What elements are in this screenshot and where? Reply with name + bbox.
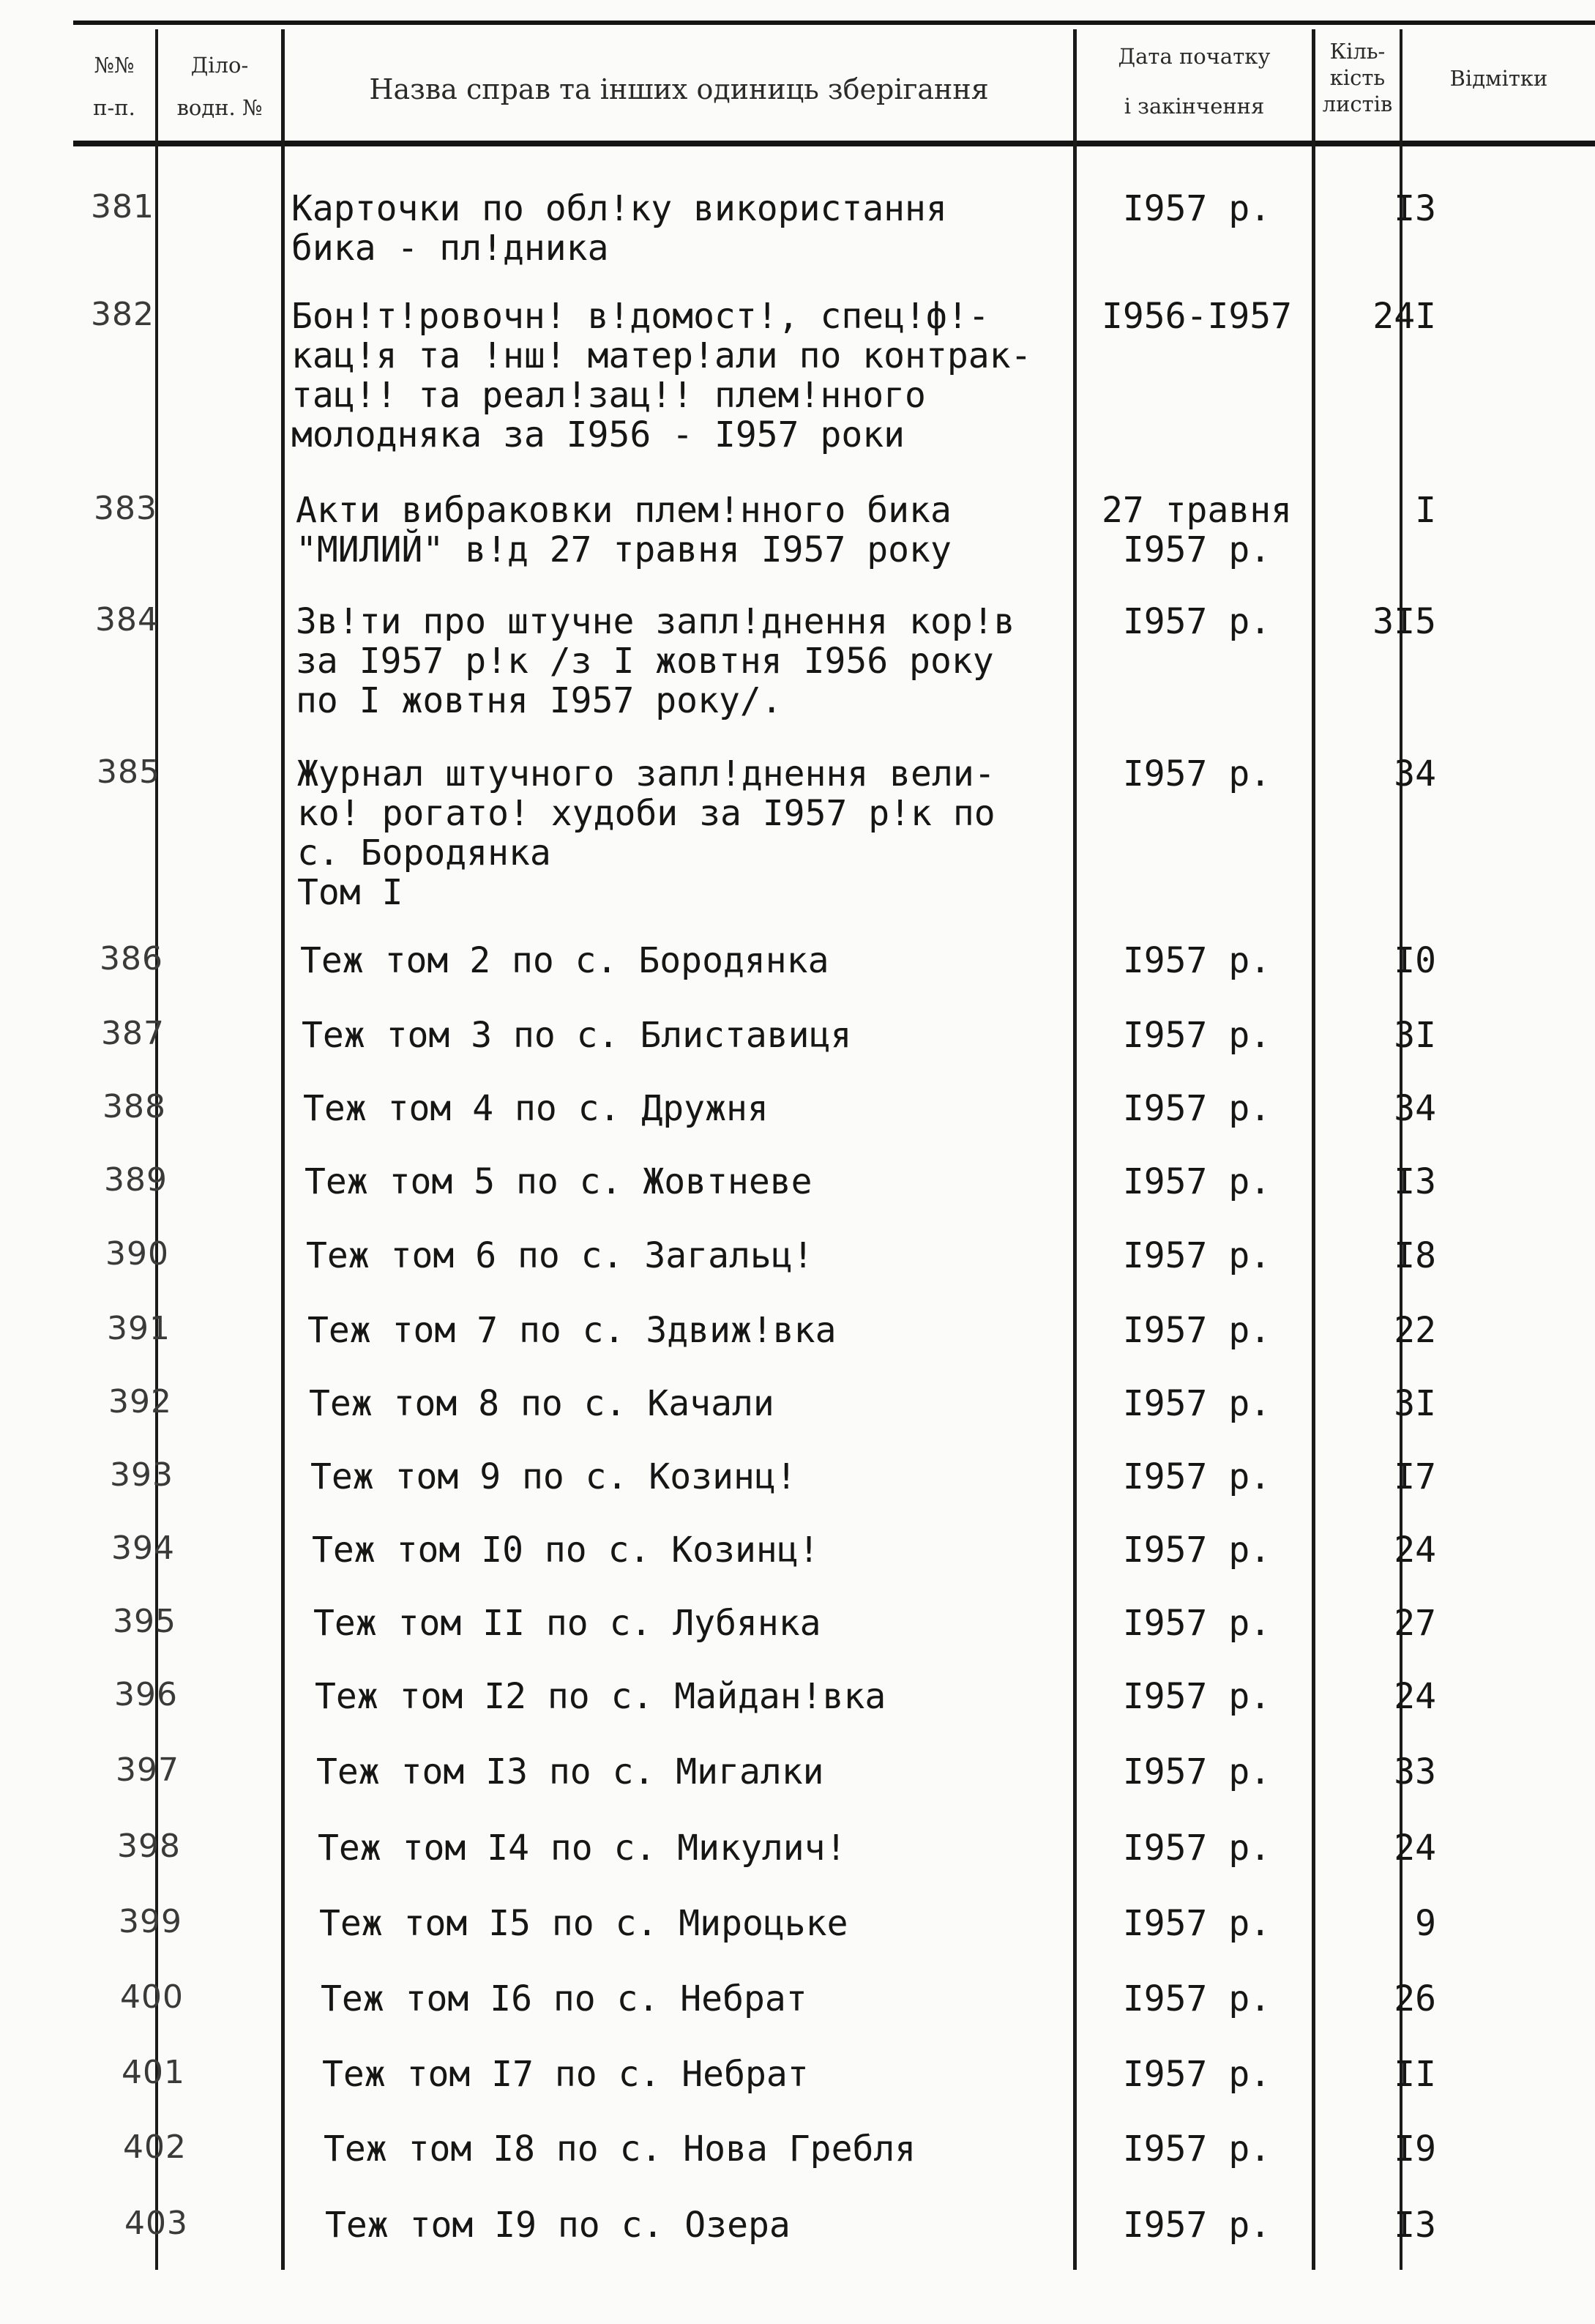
row-number: 386 <box>100 940 163 977</box>
row-title-line: молодняка за I956 - I957 роки <box>291 414 905 455</box>
row-title-line: ко! рогато! худоби за I957 р!к по <box>297 793 996 834</box>
row-sheet-count: I3 <box>1394 1161 1436 1202</box>
row-number: 387 <box>101 1015 165 1052</box>
row-title-line: Карточки по обл!ку використання <box>291 188 947 229</box>
row-title <box>296 491 1073 570</box>
header-title <box>285 75 1073 104</box>
row-title-line: Журнал штучного запл!днення вели- <box>297 753 996 794</box>
row-date-line: I957 р. <box>1122 529 1271 570</box>
row-title: Теж том 4 по с. Дружня <box>303 1088 769 1129</box>
row-date <box>1076 602 1318 641</box>
row-title-line: за I957 р!к /з I жовтня I956 року <box>296 641 994 682</box>
header-number <box>73 51 155 122</box>
row-title: Теж том I6 по с. Небрат <box>321 1978 807 2019</box>
row-title: Теж том 9 по с. Козинц! <box>310 1456 797 1497</box>
header-top-rule <box>73 21 1595 25</box>
row-title <box>291 189 1069 268</box>
row-date-line: I957 р. <box>1122 601 1271 642</box>
row-title: Теж том 5 по с. Жовтневе <box>305 1161 813 1202</box>
header-sheets-line-3: листів <box>1322 92 1393 116</box>
row-sheet-count: 27 <box>1394 1603 1436 1644</box>
row-date: I957 р. <box>1122 1828 1271 1869</box>
row-date-line: I957 р. <box>1122 188 1271 229</box>
row-number: 397 <box>116 1751 179 1789</box>
header-office-line-1: Діло- <box>190 53 249 78</box>
row-date-line: I956-I957 <box>1101 296 1293 337</box>
row-title-line: Зв!ти про штучне запл!днення кор!в <box>296 601 1015 642</box>
row-number: 393 <box>110 1456 173 1494</box>
row-number: 384 <box>95 601 159 638</box>
row-date <box>1076 189 1318 228</box>
row-number: 389 <box>104 1161 168 1199</box>
row-sheet-count: I9 <box>1394 2129 1436 2170</box>
row-title: Теж том 2 по с. Бородянка <box>300 940 829 981</box>
row-number: 401 <box>122 2054 185 2091</box>
row-number: 381 <box>91 188 154 226</box>
row-sheet-count: 9 <box>1415 1903 1436 1944</box>
row-sheet-count: II <box>1394 2054 1436 2095</box>
row-date: I957 р. <box>1122 1015 1271 1056</box>
row-date: I957 р. <box>1122 1383 1271 1424</box>
row-title: Теж том I4 по с. Микулич! <box>318 1828 847 1869</box>
row-number: 395 <box>113 1603 176 1640</box>
row-number: 392 <box>108 1383 172 1420</box>
row-date <box>1076 754 1318 794</box>
row-sheet-count: 33 <box>1394 1751 1436 1792</box>
header-sheets-line-2: кість <box>1329 65 1386 90</box>
row-sheet-count: I8 <box>1394 1235 1436 1276</box>
row-sheet-count: 22 <box>1394 1310 1436 1351</box>
row-sheet-count: 3I <box>1394 1383 1436 1424</box>
header-office <box>158 51 281 122</box>
row-sheet-count: 34 <box>1394 753 1436 794</box>
row-title: Теж том I3 по с. Мигалки <box>316 1751 824 1792</box>
row-title: Теж том II по с. Лубянка <box>313 1603 821 1644</box>
row-title-line: Бон!т!ровочн! в!домост!, спец!ф!- <box>291 296 990 337</box>
row-number: 385 <box>97 753 160 791</box>
header-notes-text: Відмітки <box>1449 66 1548 91</box>
row-title: Теж том 8 по с. Качали <box>309 1383 774 1424</box>
header-dates-line-2: і закінчення <box>1124 94 1265 119</box>
header-bottom-rule <box>73 141 1595 146</box>
row-date: I957 р. <box>1122 1310 1271 1351</box>
row-sheet-count: I7 <box>1394 1456 1436 1497</box>
row-sheet-count: 3I5 <box>1372 601 1436 642</box>
row-sheet-count: 24 <box>1394 1676 1436 1717</box>
column-rule-2 <box>281 29 285 2270</box>
header-dates <box>1077 42 1312 120</box>
row-number: 382 <box>91 296 154 333</box>
row-number: 390 <box>105 1235 169 1273</box>
row-title: Теж том 7 по с. Здвиж!вка <box>307 1310 837 1351</box>
row-number: 388 <box>102 1088 166 1125</box>
row-number: 396 <box>114 1676 178 1713</box>
row-number: 400 <box>120 1978 184 2016</box>
row-date: I957 р. <box>1122 1456 1271 1497</box>
row-title-line: бика - пл!дника <box>291 228 609 269</box>
row-title: Теж том I7 по с. Небрат <box>322 2054 809 2095</box>
row-date: I957 р. <box>1122 2205 1271 2246</box>
row-sheet-count: 26 <box>1394 1978 1436 2019</box>
row-title: Теж том I5 по с. Мироцьке <box>319 1903 848 1944</box>
row-title-line: Акти вибраковки плем!нного бика <box>296 490 952 531</box>
row-sheet-count: I0 <box>1394 940 1436 981</box>
header-sheets <box>1315 38 1400 117</box>
row-sheet-count: 24 <box>1394 1828 1436 1869</box>
row-date: I957 р. <box>1122 1903 1271 1944</box>
row-number: 383 <box>94 490 157 527</box>
row-sheet-count: I3 <box>1394 188 1436 229</box>
row-date: I957 р. <box>1122 1235 1271 1276</box>
row-title <box>297 754 1075 912</box>
row-date: I957 р. <box>1122 2054 1271 2095</box>
row-title-line: Том I <box>297 872 403 913</box>
row-date: I957 р. <box>1122 1978 1271 2019</box>
header-dates-line-1: Дата початку <box>1118 44 1271 69</box>
row-sheet-count: 34 <box>1394 1088 1436 1129</box>
row-title: Теж том I8 по с. Нова Гребля <box>324 2129 916 2170</box>
row-date <box>1076 491 1318 570</box>
header-sheets-line-1: Кіль- <box>1329 39 1386 64</box>
row-date: I957 р. <box>1122 1751 1271 1792</box>
row-date: I957 р. <box>1122 940 1271 981</box>
row-number: 398 <box>117 1828 181 1865</box>
row-date: I957 р. <box>1122 1088 1271 1129</box>
row-sheet-count: 24 <box>1394 1530 1436 1571</box>
row-title: Теж том 6 по с. Загальц! <box>306 1235 814 1276</box>
row-date-line: I957 р. <box>1122 753 1271 794</box>
header-number-line-2: п-п. <box>93 95 135 120</box>
row-sheet-count: 24I <box>1372 296 1436 337</box>
row-number: 399 <box>119 1903 182 1940</box>
row-title: Теж том I0 по с. Козинц! <box>312 1530 820 1571</box>
row-title: Теж том 3 по с. Блиставиця <box>302 1015 852 1056</box>
row-title: Теж том I9 по с. Озера <box>325 2205 791 2246</box>
row-number: 403 <box>124 2205 188 2242</box>
row-title-line: с. Бородянка <box>297 833 551 874</box>
row-number: 394 <box>111 1530 175 1567</box>
row-title-line: тац!! та реал!зац!! плем!нного <box>291 375 926 416</box>
row-sheet-count: 3I <box>1394 1015 1436 1056</box>
row-date: I957 р. <box>1122 1161 1271 1202</box>
row-number: 391 <box>107 1310 171 1347</box>
row-title-line: "МИЛИЙ" в!д 27 травня I957 року <box>296 529 952 570</box>
row-number: 402 <box>123 2129 187 2166</box>
row-title-line: кац!я та !нш! матер!али по контрак- <box>291 335 1032 376</box>
row-title <box>291 297 1069 455</box>
header-title-text: Назва справ та інших одиниць зберігання <box>369 73 989 105</box>
row-date: I957 р. <box>1122 1530 1271 1571</box>
row-title: Теж том I2 по с. Майдан!вка <box>315 1676 886 1717</box>
row-sheet-count: I3 <box>1394 2205 1436 2246</box>
row-date: I957 р. <box>1122 1603 1271 1644</box>
row-date: I957 р. <box>1122 1676 1271 1717</box>
header-number-line-1: №№ <box>94 53 135 78</box>
header-notes <box>1402 64 1595 92</box>
row-date: I957 р. <box>1122 2129 1271 2170</box>
row-title <box>296 602 1073 720</box>
row-sheet-count: I <box>1415 490 1436 531</box>
header-office-line-2: водн. № <box>176 95 263 120</box>
row-title-line: по I жовтня I957 року/. <box>296 680 782 721</box>
row-date <box>1076 297 1318 336</box>
row-date-line: 27 травня <box>1101 490 1293 531</box>
